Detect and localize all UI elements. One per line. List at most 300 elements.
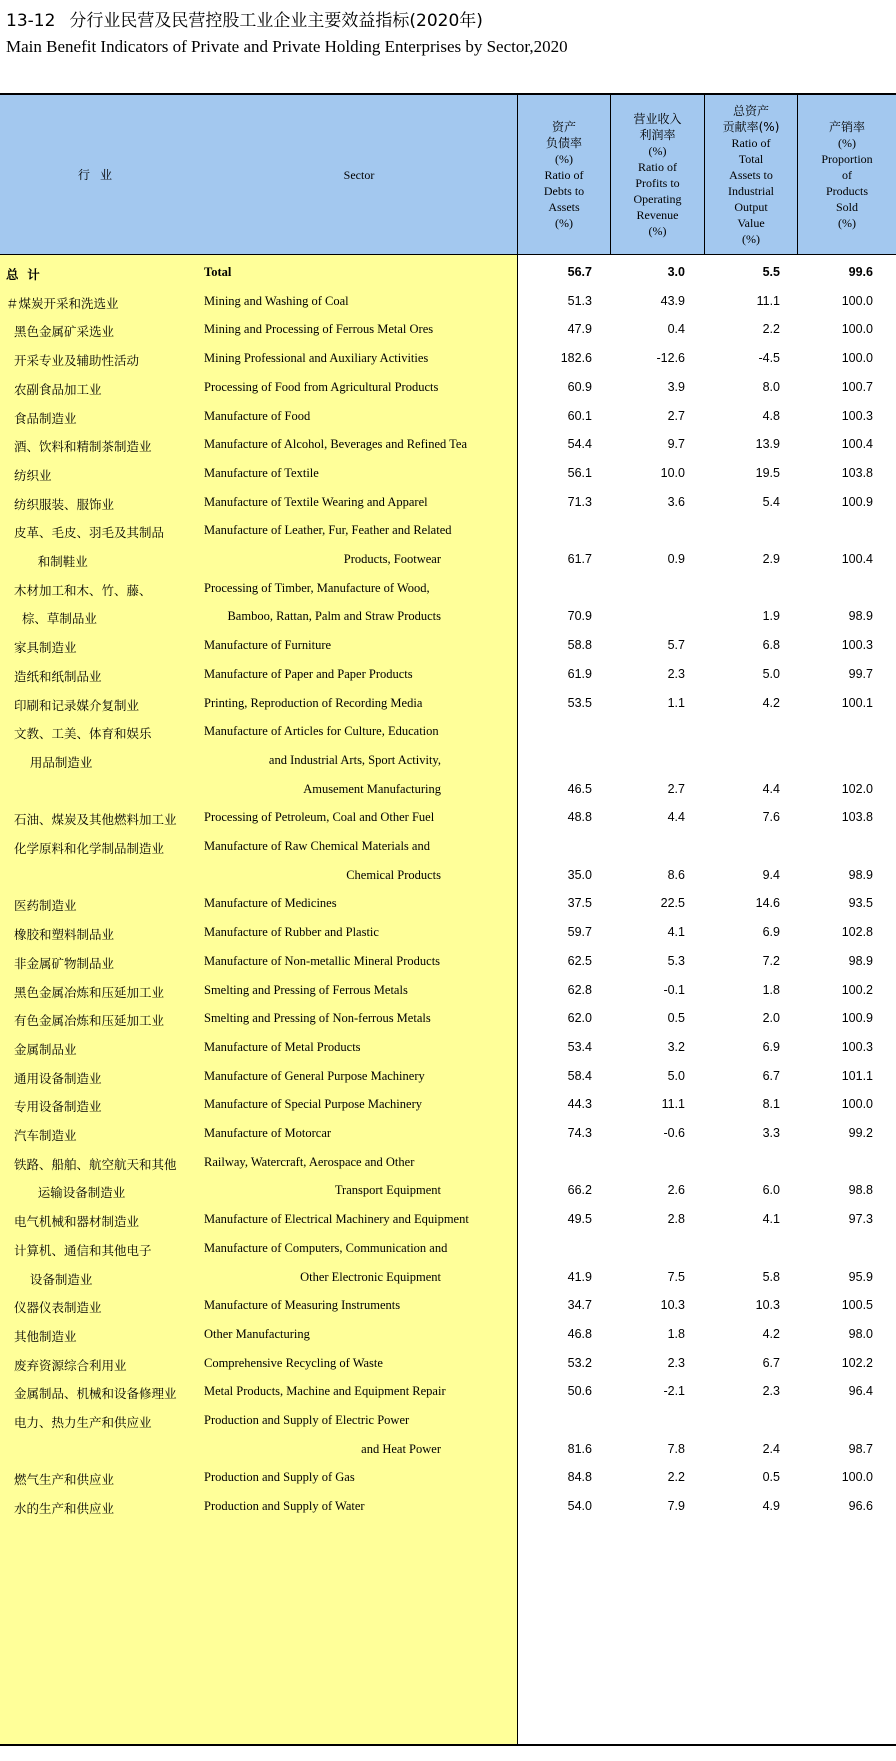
- row-value-col1: 66.2: [567, 1183, 592, 1198]
- header-line: Products: [826, 183, 868, 198]
- header-line: Ratio of: [731, 135, 771, 150]
- row-value-col3: 4.8: [762, 408, 780, 423]
- row-value-col4: 100.7: [841, 379, 873, 394]
- row-industry-zh: 仪器仪表制造业: [6, 1300, 102, 1316]
- row-value-col4: 95.9: [848, 1269, 873, 1284]
- row-sector-en: Manufacture of Motorcar: [204, 1126, 332, 1140]
- row-value-col3: 4.1: [762, 1212, 780, 1227]
- table-row: [0, 372, 896, 404]
- header-col-products-sold: [798, 95, 896, 254]
- row-industry-zh: 电气机械和器材制造业: [6, 1214, 139, 1230]
- table-row: [0, 487, 896, 519]
- row-value-col3: 14.6: [755, 896, 780, 911]
- row-value-col4: 102.8: [841, 925, 873, 940]
- row-value-col1: 60.9: [567, 379, 592, 394]
- row-industry-zh: 金属制品、机械和设备修理业: [6, 1386, 177, 1402]
- row-value-col4: 98.7: [848, 1441, 873, 1456]
- row-value-col2: 7.8: [667, 1441, 685, 1456]
- row-value-col1: 37.5: [567, 896, 592, 911]
- row-value-col4: 100.4: [841, 437, 873, 452]
- row-value-col3: 2.0: [762, 1011, 780, 1026]
- row-value-col2: -0.6: [663, 1126, 685, 1140]
- row-industry-zh: 有色金属冶炼和压延加工业: [6, 1013, 164, 1029]
- table-row: [0, 401, 896, 433]
- row-industry-zh: 印刷和记录媒介复制业: [6, 697, 139, 713]
- header-line: Debts to: [543, 183, 585, 198]
- table-row: [0, 888, 896, 920]
- header-line: (%): [555, 215, 573, 230]
- row-sector-en: Processing of Petroleum, Coal and Other Fuel: [204, 810, 435, 825]
- table-row: [0, 1061, 896, 1093]
- row-value-col3: 4.2: [762, 1326, 780, 1341]
- row-value-col3: 6.9: [762, 1039, 780, 1054]
- table-row: [0, 1175, 896, 1207]
- row-sector-en: Manufacture of Textile: [204, 465, 319, 480]
- row-value-col3: 1.9: [762, 609, 780, 624]
- row-value-col3: 6.7: [762, 1355, 780, 1370]
- row-value-col2: 3.2: [667, 1039, 685, 1054]
- row-value-col1: 74.3: [567, 1126, 592, 1140]
- row-sector-en: Printing, Reproduction of Recording Media: [204, 695, 423, 710]
- row-value-col2: 7.5: [667, 1269, 685, 1284]
- row-value-col4: 97.3: [848, 1212, 873, 1227]
- row-value-col3: 2.9: [762, 552, 780, 566]
- row-value-col3: 7.2: [762, 953, 780, 968]
- row-value-col4: 100.3: [841, 1039, 873, 1054]
- row-industry-zh: 计算机、通信和其他电子: [6, 1242, 152, 1258]
- row-value-col3: 6.9: [762, 925, 780, 940]
- row-sector-en: Smelting and Pressing of Ferrous Metals: [204, 982, 408, 997]
- table-row: [0, 860, 896, 892]
- header-line: Profits to: [635, 175, 680, 190]
- table-row: [0, 515, 896, 547]
- row-value-col4: 98.8: [848, 1183, 873, 1198]
- row-value-col2: 22.5: [660, 896, 685, 911]
- row-sector-en: Manufacture of Furniture: [204, 638, 332, 653]
- row-value-col1: 41.9: [567, 1269, 592, 1284]
- table-row: [0, 601, 896, 633]
- row-value-col3: 10.3: [755, 1298, 780, 1313]
- row-value-col1: 61.9: [567, 666, 592, 681]
- row-industry-zh: 金属制品业: [6, 1041, 77, 1057]
- row-industry-zh: ＃煤炭开采和洗选业: [6, 295, 119, 311]
- row-value-col2: 5.0: [667, 1068, 685, 1083]
- table-row: [0, 1290, 896, 1322]
- row-value-col4: 100.2: [841, 982, 873, 997]
- row-sector-en: Products, Footwear: [343, 552, 441, 566]
- header-line: (%): [838, 215, 856, 230]
- row-industry-zh: 化学原料和化学制品制造业: [6, 841, 164, 856]
- row-sector-en: Manufacture of Rubber and Plastic: [204, 925, 379, 940]
- row-sector-en: Manufacture of Electrical Machinery and Equipment: [204, 1212, 469, 1227]
- row-value-col3: 9.4: [762, 867, 780, 882]
- row-sector-en: Manufacture of Articles for Culture, Education: [204, 724, 439, 739]
- row-value-col1: 53.4: [567, 1039, 592, 1054]
- row-value-col2: 2.7: [667, 408, 685, 423]
- table-row: [0, 745, 896, 777]
- row-value-col1: 59.7: [567, 925, 592, 940]
- row-sector-en: Production and Supply of Gas: [204, 1470, 355, 1485]
- row-value-col4: 100.3: [841, 638, 873, 653]
- row-value-col4: 103.8: [841, 810, 873, 825]
- table-row: [0, 774, 896, 806]
- row-sector-en: Manufacture of Food: [204, 408, 311, 423]
- row-value-col1: 58.8: [567, 638, 592, 653]
- row-value-col3: 19.5: [755, 465, 780, 480]
- table-row: [0, 975, 896, 1007]
- row-industry-zh: 电力、热力生产和供应业: [6, 1415, 152, 1430]
- row-value-col1: 51.3: [567, 293, 592, 308]
- row-industry-zh: 废弃资源综合利用业: [6, 1357, 127, 1373]
- table-row: [0, 1348, 896, 1380]
- row-value-col2: 9.7: [667, 437, 685, 452]
- header-line: Assets to: [729, 167, 773, 182]
- row-value-col4: 98.0: [848, 1326, 873, 1341]
- row-value-col2: 7.9: [667, 1499, 685, 1514]
- row-value-col1: 49.5: [567, 1212, 592, 1227]
- row-value-col1: 54.4: [567, 437, 592, 452]
- header-line: 产销率: [828, 119, 865, 134]
- row-sector-en: Chemical Products: [346, 867, 441, 882]
- row-value-col2: 4.4: [667, 810, 685, 825]
- header-line: 负债率: [545, 135, 582, 150]
- row-value-col3: 8.0: [762, 379, 780, 394]
- header-col-asset-contribution: [705, 95, 797, 254]
- header-line: Output: [734, 199, 768, 214]
- row-value-col3: -4.5: [758, 351, 780, 366]
- row-value-col4: 100.9: [841, 494, 873, 509]
- row-sector-en: Production and Supply of Water: [204, 1499, 365, 1514]
- row-value-col2: 2.2: [667, 1470, 685, 1485]
- row-value-col4: 100.0: [841, 322, 873, 337]
- row-value-col2: 2.3: [667, 1355, 685, 1370]
- row-industry-zh: 运输设备制造业: [6, 1185, 126, 1201]
- row-value-col4: 96.4: [848, 1384, 873, 1399]
- row-value-col3: 6.0: [762, 1183, 780, 1198]
- row-value-col1: 54.0: [567, 1499, 592, 1514]
- row-sector-en: Processing of Food from Agricultural Products: [204, 379, 439, 394]
- row-value-col3: 11.1: [756, 293, 780, 308]
- table-row: [0, 1089, 896, 1121]
- row-industry-zh: 木材加工和木、竹、藤、: [6, 582, 152, 598]
- row-industry-zh: 铁路、船舶、航空航天和其他: [6, 1156, 177, 1172]
- row-sector-en: Metal Products, Machine and Equipment Repair: [204, 1384, 446, 1399]
- row-value-col4: 99.6: [848, 265, 873, 279]
- header-line: of: [842, 167, 852, 182]
- row-sector-en: Manufacture of Textile Wearing and Apparel: [204, 494, 428, 509]
- row-value-col4: 96.6: [848, 1499, 873, 1514]
- row-industry-zh: 总 计: [6, 267, 40, 282]
- row-industry-zh: 用品制造业: [6, 754, 93, 770]
- header-line: (%): [555, 151, 573, 166]
- row-value-col1: 46.8: [567, 1326, 592, 1341]
- row-value-col2: 1.1: [667, 695, 685, 710]
- row-value-col4: 93.5: [848, 896, 873, 911]
- table-row: [0, 343, 896, 375]
- row-value-col1: 81.6: [567, 1441, 592, 1456]
- row-industry-zh: 其他制造业: [6, 1328, 77, 1344]
- header-line: Ratio of: [637, 159, 677, 174]
- row-industry-zh: 开采专业及辅助性活动: [6, 353, 139, 369]
- row-value-col3: 6.7: [762, 1068, 780, 1083]
- table-row: [0, 1204, 896, 1236]
- row-industry-zh: 橡胶和塑料制品业: [6, 927, 114, 943]
- header-line: 总资产: [732, 103, 769, 118]
- table-row: [0, 1434, 896, 1466]
- header-line: 资产: [551, 119, 576, 134]
- header-col-debt-ratio: [518, 95, 610, 254]
- row-sector-en: Production and Supply of Electric Power: [204, 1413, 410, 1427]
- row-value-col3: 4.2: [762, 695, 780, 710]
- header-line: Proportion: [821, 151, 873, 166]
- table-row: [0, 1262, 896, 1294]
- header-line: Industrial: [728, 183, 774, 198]
- header-line: 利润率: [639, 127, 676, 142]
- row-sector-en: Manufacture of Metal Products: [204, 1039, 361, 1054]
- row-value-col2: 3.9: [667, 379, 685, 394]
- row-value-col3: 5.8: [762, 1269, 780, 1284]
- row-sector-en: and Industrial Arts, Sport Activity,: [268, 752, 441, 767]
- row-sector-en: Smelting and Pressing of Non-ferrous Metals: [204, 1011, 431, 1026]
- row-value-col3: 8.1: [762, 1097, 780, 1112]
- row-value-col3: 0.5: [762, 1470, 780, 1485]
- row-value-col3: 6.8: [762, 638, 780, 653]
- row-industry-zh: 通用设备制造业: [6, 1070, 102, 1086]
- table-row: [0, 1405, 896, 1437]
- row-value-col3: 5.0: [762, 666, 780, 681]
- row-sector-en: Manufacture of Medicines: [204, 896, 337, 911]
- row-sector-en: Mining Professional and Auxiliary Activities: [204, 351, 429, 366]
- row-industry-zh: 皮革、毛皮、羽毛及其制品: [6, 525, 164, 541]
- row-industry-zh: 专用设备制造业: [6, 1099, 102, 1115]
- header-line: 营业收入: [633, 111, 682, 126]
- row-value-col4: 98.9: [848, 867, 873, 882]
- row-sector-en: Total: [204, 265, 232, 279]
- row-value-col4: 100.0: [841, 1097, 873, 1112]
- header-sector-en: Sector: [343, 167, 375, 182]
- row-value-col2: -12.6: [656, 351, 685, 366]
- row-industry-zh: 石油、煤炭及其他燃料加工业: [6, 812, 177, 828]
- title-zh-text: 分行业民营及民营控股工业企业主要效益指标(2020年): [69, 11, 483, 31]
- header-line: (%): [838, 135, 856, 150]
- header-col-profit-ratio: [611, 95, 704, 254]
- table-row: [0, 458, 896, 490]
- header-line: Operating: [633, 191, 682, 206]
- row-industry-zh: 食品制造业: [6, 410, 77, 426]
- row-value-col3: 13.9: [755, 437, 780, 452]
- header-line: (%): [648, 143, 667, 158]
- bottom-rule: [0, 1744, 896, 1746]
- row-sector-en: Manufacture of Special Purpose Machinery: [204, 1097, 422, 1112]
- row-value-col2: 5.7: [667, 638, 685, 653]
- row-sector-en: Bamboo, Rattan, Palm and Straw Products: [227, 609, 441, 624]
- row-value-col4: 100.3: [841, 408, 873, 423]
- row-value-col2: 5.3: [667, 953, 685, 968]
- row-value-col2: 0.5: [667, 1011, 685, 1026]
- row-industry-zh: 农副食品加工业: [6, 381, 102, 397]
- row-industry-zh: 燃气生产和供应业: [6, 1472, 114, 1488]
- table-row: [0, 1032, 896, 1064]
- table-row: [0, 716, 896, 748]
- table-row: [0, 257, 896, 289]
- row-value-col1: 53.2: [567, 1355, 592, 1370]
- table-row: [0, 1147, 896, 1179]
- header-line: (%): [742, 231, 760, 246]
- row-value-col4: 99.7: [848, 666, 873, 681]
- row-value-col4: 100.1: [841, 695, 873, 710]
- row-value-col2: 0.9: [667, 552, 685, 566]
- table-row: [0, 1376, 896, 1408]
- row-industry-zh: 水的生产和供应业: [6, 1501, 114, 1517]
- row-value-col4: 102.0: [841, 781, 873, 796]
- row-sector-en: Railway, Watercraft, Aerospace and Other: [204, 1154, 415, 1169]
- row-value-col1: 47.9: [567, 322, 592, 337]
- row-sector-en: Manufacture of Raw Chemical Materials and: [204, 839, 430, 853]
- row-value-col1: 62.5: [567, 953, 592, 968]
- row-industry-zh: 造纸和纸制品业: [6, 668, 102, 684]
- row-value-col3: 5.4: [762, 494, 780, 509]
- header-line: Total: [738, 151, 764, 166]
- header-line: Value: [737, 215, 765, 230]
- row-sector-en: Mining and Processing of Ferrous Metal Ores: [204, 322, 434, 337]
- row-value-col2: 0.4: [667, 322, 685, 337]
- row-sector-en: Other Manufacturing: [204, 1326, 310, 1341]
- table-row: [0, 659, 896, 691]
- row-value-col2: 10.0: [660, 465, 685, 480]
- row-value-col3: 2.2: [762, 322, 780, 337]
- row-sector-en: and Heat Power: [361, 1441, 441, 1456]
- row-industry-zh: 和制鞋业: [6, 554, 88, 569]
- row-industry-zh: 纺织业: [6, 467, 52, 483]
- row-sector-en: Manufacture of Measuring Instruments: [204, 1298, 401, 1313]
- row-sector-en: Other Electronic Equipment: [300, 1269, 441, 1284]
- row-industry-zh: 黑色金属矿采选业: [6, 324, 114, 340]
- row-value-col1: 182.6: [560, 351, 592, 366]
- table-row: [0, 1003, 896, 1035]
- row-value-col2: 8.6: [667, 867, 685, 882]
- row-value-col2: 11.1: [661, 1097, 685, 1112]
- header-line: (%): [648, 223, 667, 238]
- table-row: [0, 429, 896, 461]
- row-sector-en: Manufacture of Leather, Fur, Feather and Related: [204, 523, 452, 538]
- page-title-en: Main Benefit Indicators of Private and Private Holding Enterprises by Sector,2020: [6, 37, 568, 56]
- row-industry-zh: 家具制造业: [6, 640, 77, 656]
- header-line: Sold: [835, 199, 858, 214]
- header-line: Revenue: [636, 207, 679, 222]
- row-value-col1: 56.1: [567, 465, 592, 480]
- row-sector-en: Amusement Manufacturing: [303, 781, 441, 796]
- table-number: 13-12: [6, 11, 56, 31]
- table-row: [0, 630, 896, 662]
- row-value-col1: 35.0: [567, 867, 592, 882]
- table-row: [0, 544, 896, 576]
- row-value-col3: 4.9: [762, 1499, 780, 1514]
- table-row: [0, 831, 896, 863]
- row-value-col4: 100.9: [841, 1011, 873, 1026]
- row-value-col1: 84.8: [567, 1470, 592, 1485]
- page-title-zh: [6, 6, 483, 31]
- row-value-col1: 62.8: [567, 982, 592, 997]
- row-sector-en: Manufacture of Alcohol, Beverages and Refined Tea: [204, 437, 468, 452]
- row-sector-en: Manufacture of Paper and Paper Products: [204, 666, 413, 681]
- table-row: [0, 573, 896, 605]
- table-row: [0, 946, 896, 978]
- row-sector-en: Mining and Washing of Coal: [204, 293, 349, 308]
- header-divider: [0, 254, 896, 255]
- table-row: [0, 1491, 896, 1523]
- row-value-col3: 2.3: [762, 1384, 780, 1399]
- row-sector-en: Processing of Timber, Manufacture of Wood,: [204, 580, 430, 595]
- row-value-col1: 44.3: [567, 1097, 592, 1112]
- row-industry-zh: 文教、工美、体育和娱乐: [6, 726, 152, 742]
- row-value-col1: 56.7: [567, 265, 592, 279]
- row-value-col2: -2.1: [663, 1384, 685, 1399]
- row-value-col1: 50.6: [567, 1384, 592, 1399]
- row-sector-en: Manufacture of Non-metallic Mineral Products: [204, 953, 441, 968]
- table-row: [0, 1462, 896, 1494]
- row-value-col4: 103.8: [841, 465, 873, 480]
- row-value-col2: 2.6: [667, 1183, 685, 1198]
- table-row: [0, 286, 896, 318]
- header-line: Ratio of: [544, 167, 584, 182]
- row-value-col1: 34.7: [567, 1298, 592, 1313]
- row-value-col2: 3.6: [667, 494, 685, 509]
- header-industry-zh: 行业: [77, 167, 122, 182]
- row-value-col3: 2.4: [762, 1441, 780, 1456]
- row-value-col2: 43.9: [660, 293, 685, 308]
- row-sector-en: Manufacture of Computers, Communication and: [204, 1240, 448, 1255]
- row-value-col4: 100.0: [841, 1470, 873, 1485]
- table-row: [0, 1319, 896, 1351]
- row-sector-en: Manufacture of General Purpose Machinery: [204, 1068, 425, 1083]
- row-industry-zh: 汽车制造业: [6, 1128, 77, 1143]
- row-value-col2: 1.8: [667, 1326, 685, 1341]
- row-value-col4: 102.2: [841, 1355, 873, 1370]
- header-line: Assets: [548, 199, 580, 214]
- row-value-col1: 58.4: [567, 1068, 592, 1083]
- row-industry-zh: 设备制造业: [6, 1271, 93, 1287]
- table-row: [0, 688, 896, 720]
- row-industry-zh: 酒、饮料和精制茶制造业: [6, 439, 152, 455]
- row-value-col3: 1.8: [762, 982, 780, 997]
- row-value-col2: 2.3: [667, 666, 685, 681]
- table-row: [0, 917, 896, 949]
- row-value-col1: 62.0: [567, 1011, 592, 1026]
- table-row: [0, 1118, 896, 1150]
- row-industry-zh: 棕、草制品业: [6, 611, 97, 627]
- row-value-col2: 3.0: [667, 265, 685, 279]
- row-value-col4: 98.9: [848, 953, 873, 968]
- row-value-col3: 5.5: [762, 265, 780, 279]
- row-value-col2: 4.1: [667, 925, 685, 940]
- row-value-col1: 46.5: [567, 781, 592, 796]
- row-sector-en: Transport Equipment: [334, 1183, 441, 1198]
- row-value-col2: 2.8: [667, 1212, 685, 1227]
- row-value-col4: 98.9: [848, 609, 873, 624]
- row-value-col1: 71.3: [567, 494, 592, 509]
- row-industry-zh: 纺织服装、服饰业: [6, 496, 114, 512]
- row-value-col4: 100.5: [841, 1298, 873, 1313]
- row-value-col4: 100.4: [841, 552, 873, 566]
- table-row: [0, 314, 896, 346]
- row-industry-zh: 医药制造业: [6, 898, 77, 914]
- header-line: 贡献率(%): [722, 119, 780, 134]
- row-value-col1: 61.7: [567, 552, 592, 566]
- row-value-col1: 70.9: [567, 609, 592, 624]
- table-row: [0, 802, 896, 834]
- table-row: [0, 1233, 896, 1265]
- row-industry-zh: 非金属矿物制品业: [6, 955, 114, 971]
